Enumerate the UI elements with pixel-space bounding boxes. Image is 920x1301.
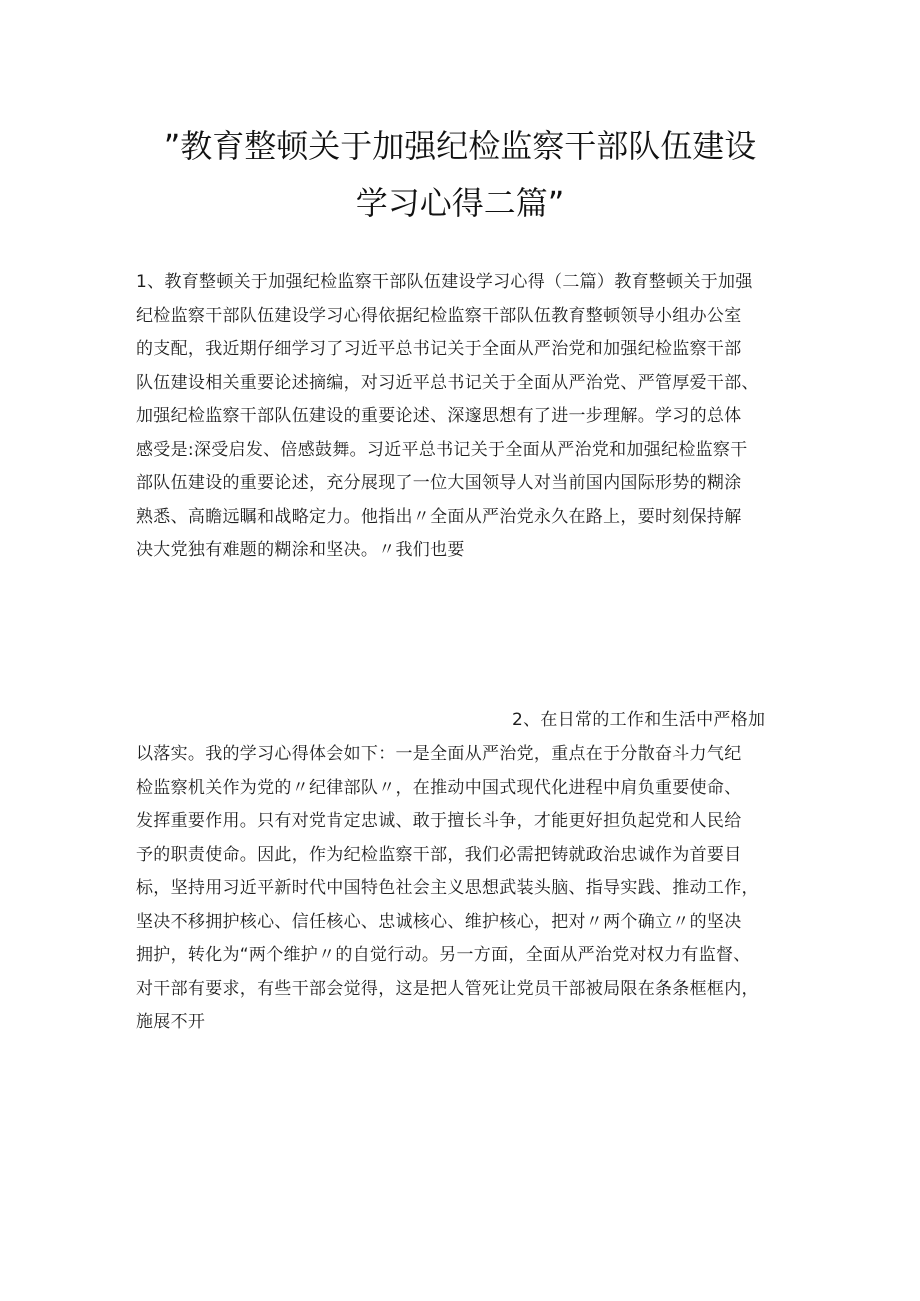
paragraph-line: 纪检监察干部队伍建设学习心得依据纪检监察干部队伍教育整顿领导小组办公室 <box>136 305 742 326</box>
paragraph-line: 发挥重要作用。只有对党肯定忠诚、敢于擅长斗争，才能更好担负起党和人民给 <box>136 811 742 831</box>
paragraph-line: 检监察机关作为党的〃纪律部队〃，在推动中国式现代化进程中肩负重要使命、 <box>136 777 742 798</box>
paragraph-line: 予的职责使命。因此，作为纪检监察干部，我们必需把铸就政治忠诚作为首要目 <box>136 844 742 865</box>
paragraph-line: 拥护，转化为“两个维护〃的自觉行动。另一方面，全面从严治党对权力有监督、 <box>136 945 751 965</box>
document-title-line1: ”教育整顿关于加强纪检监察干部队伍建设 <box>163 127 757 165</box>
paragraph-line: 感受是:深受启发、倍感鼓舞。习近平总书记关于全面从严治党和加强纪检监察干 <box>136 439 748 460</box>
paragraph-line: 1、教育整顿关于加强纪检监察干部队伍建设学习心得（二篇）教育整顿关于加强 <box>136 272 753 292</box>
paragraph-line: 部队伍建设的重要论述，充分展现了一位大国领导人对当前国内国际形势的糊涂 <box>136 473 742 493</box>
paragraph-line: 加强纪检监察干部队伍建设的重要论述、深邃思想有了进一步理解。学习的总体 <box>136 406 742 426</box>
document-title-line2: 学习心得二篇” <box>355 184 565 222</box>
paragraph-line: 坚决不移拥护核心、信任核心、忠诚核心、维护核心，把对〃两个确立〃的坚决 <box>136 911 742 932</box>
paragraph-line: 标，坚持用习近平新时代中国特色社会主义思想武装头脑、指导实践、推动工作， <box>136 878 759 898</box>
paragraph-line: 队伍建设相关重要论述摘编，对习近平总书记关于全面从严治党、严管厚爱干部、 <box>136 372 759 393</box>
paragraph-line: 以落实。我的学习心得体会如下：一是全面从严治党，重点在于分散奋斗力气纪 <box>136 744 742 764</box>
paragraph-line: 对干部有要求，有些干部会觉得，这是把人管死让党员干部被局限在条条框框内， <box>136 978 759 999</box>
paragraph-line: 决大党独有难题的糊涂和坚决。〃我们也要 <box>136 540 465 560</box>
paragraph-line: 熟悉、高瞻远瞩和战略定力。他指出〃全面从严治党永久在路上，要时刻保持解 <box>136 506 742 527</box>
paragraph-line: 的支配，我近期仔细学习了习近平总书记关于全面从严治党和加强纪检监察干部 <box>136 339 742 359</box>
paragraph-2-heading: 2、在日常的工作和生活中严格加 <box>512 710 766 730</box>
paragraph-line: 施展不开 <box>136 1012 206 1032</box>
paragraph-1 <box>136 266 796 568</box>
paragraph-2 <box>136 738 796 1040</box>
